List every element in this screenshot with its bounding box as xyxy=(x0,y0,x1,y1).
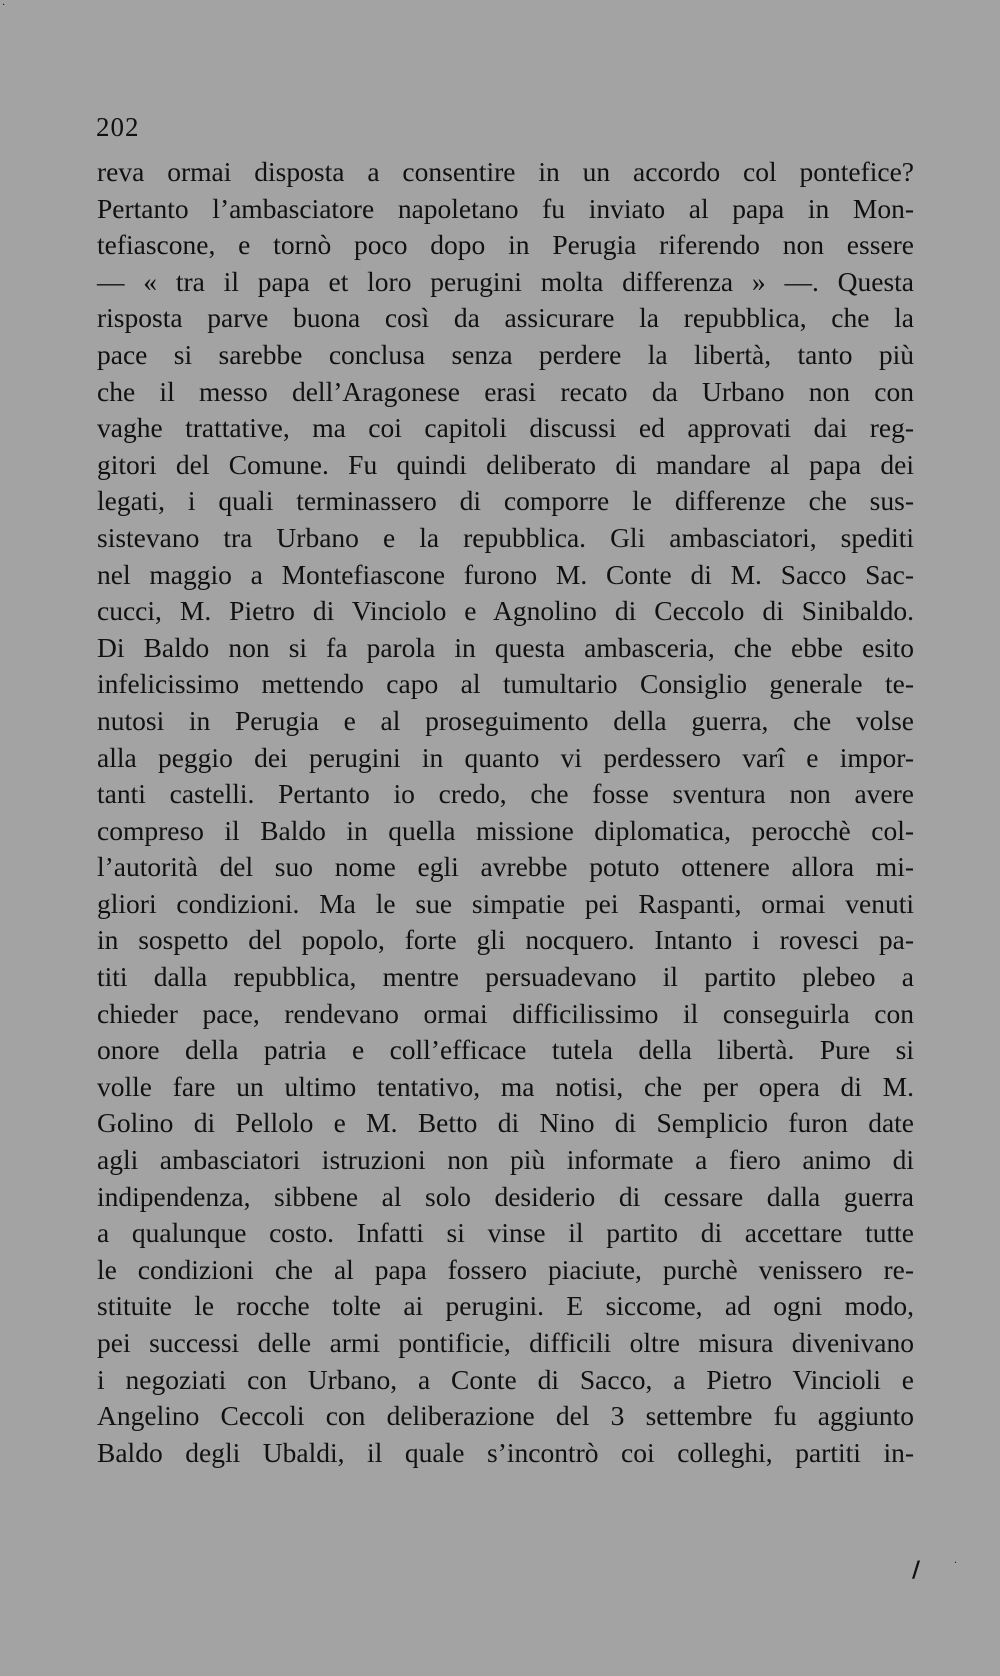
text-line: chieder pace, rendevano ormai difficilissimo il conseguirla con xyxy=(97,997,914,1029)
text-line: Di Baldo non si fa parola in questa ambasceria, che ebbe esito xyxy=(97,631,914,663)
text-line: alla peggio dei perugini in quanto vi perdessero varî e impor- xyxy=(97,741,914,773)
text-line: a qualunque costo. Infatti si vinse il partito di accettare tutte xyxy=(97,1217,914,1249)
text-line: legati, i quali terminassero di comporre le differenze che sus- xyxy=(97,485,914,517)
text-line: infelicissimo mettendo capo al tumultario Consiglio generale te- xyxy=(97,668,914,700)
text-line: pei successi delle armi pontificie, difficili oltre misura divenivano xyxy=(97,1327,914,1358)
text-line: pace si sarebbe conclusa senza perdere la libertà, tanto più xyxy=(97,338,914,370)
text-line: Golino di Pellolo e M. Betto di Nino di Semplicio furon date xyxy=(97,1107,914,1139)
text-line: reva ormai disposta a consentire in un accordo col pontefice? xyxy=(97,156,914,187)
text-line: compreso il Baldo in quella missione diplomatica, perocchè col- xyxy=(97,814,914,846)
text-line: volle fare un ultimo tentativo, ma notisi, che per opera di M. xyxy=(97,1070,914,1102)
text-line: vaghe trattative, ma coi capitoli discussi ed approvati dai reg- xyxy=(97,412,914,444)
text-line: — « tra il papa et loro perugini molta differenza » —. Questa xyxy=(97,265,914,297)
text-line: tanti castelli. Pertanto io credo, che fosse sventura non avere xyxy=(97,778,914,810)
text-line: onore della patria e coll’efficace tutela della libertà. Pure si xyxy=(97,1034,914,1066)
text-line: Baldo degli Ubaldi, il quale s’incontrò coi colleghi, partiti in- xyxy=(97,1436,914,1468)
text-line: sistevano tra Urbano e la repubblica. Gli ambasciatori, spediti xyxy=(97,521,914,553)
text-line: cucci, M. Pietro di Vinciolo e Agnolino di Ceccolo di Sinibaldo. xyxy=(97,595,914,627)
text-line: in sospetto del popolo, forte gli nocquero. Intanto i rovesci pa- xyxy=(97,924,914,956)
body-text xyxy=(97,154,914,1471)
text-line: l’autorità del suo nome egli avrebbe potuto ottenere allora mi- xyxy=(97,851,914,883)
text-line: titi dalla repubblica, mentre persuadevano il partito plebeo a xyxy=(97,961,914,993)
text-line: gitori del Comune. Fu quindi deliberato di mandare al papa dei xyxy=(97,448,914,480)
text-line: tefiascone, e tornò poco dopo in Perugia riferendo non essere xyxy=(97,229,914,261)
text-line: risposta parve buona così da assicurare la repubblica, che la xyxy=(97,302,914,334)
stray-dot: · xyxy=(2,0,6,11)
text-line: stituite le rocche tolte ai perugini. E siccome, ad ogni modo, xyxy=(97,1290,914,1322)
page-number: 202 xyxy=(96,112,140,142)
text-line: Pertanto l’ambasciatore napoletano fu inviato al papa in Mon- xyxy=(97,192,914,224)
stray-mark: / xyxy=(912,1558,921,1583)
text-line: agli ambasciatori istruzioni non più informate a fiero animo di xyxy=(97,1144,914,1176)
text-line: Angelino Ceccoli con deliberazione del 3 settembre fu aggiunto xyxy=(97,1400,914,1432)
text-line: indipendenza, sibbene al solo desiderio di cessare dalla guerra xyxy=(97,1180,914,1212)
text-line: gliori condizioni. Ma le sue simpatie pei Raspanti, ormai venuti xyxy=(97,887,914,919)
text-line: nel maggio a Montefiascone furono M. Conte di M. Sacco Sac- xyxy=(97,558,914,590)
text-line: le condizioni che al papa fossero piaciute, purchè venissero re- xyxy=(97,1253,914,1285)
text-line: nutosi in Perugia e al proseguimento della guerra, che volse xyxy=(97,704,914,736)
text-line: che il messo dell’Aragonese erasi recato da Urbano non con xyxy=(97,375,914,407)
stray-dot: · xyxy=(954,1558,958,1569)
text-line: i negoziati con Urbano, a Conte di Sacco, a Pietro Vincioli e xyxy=(97,1363,914,1395)
